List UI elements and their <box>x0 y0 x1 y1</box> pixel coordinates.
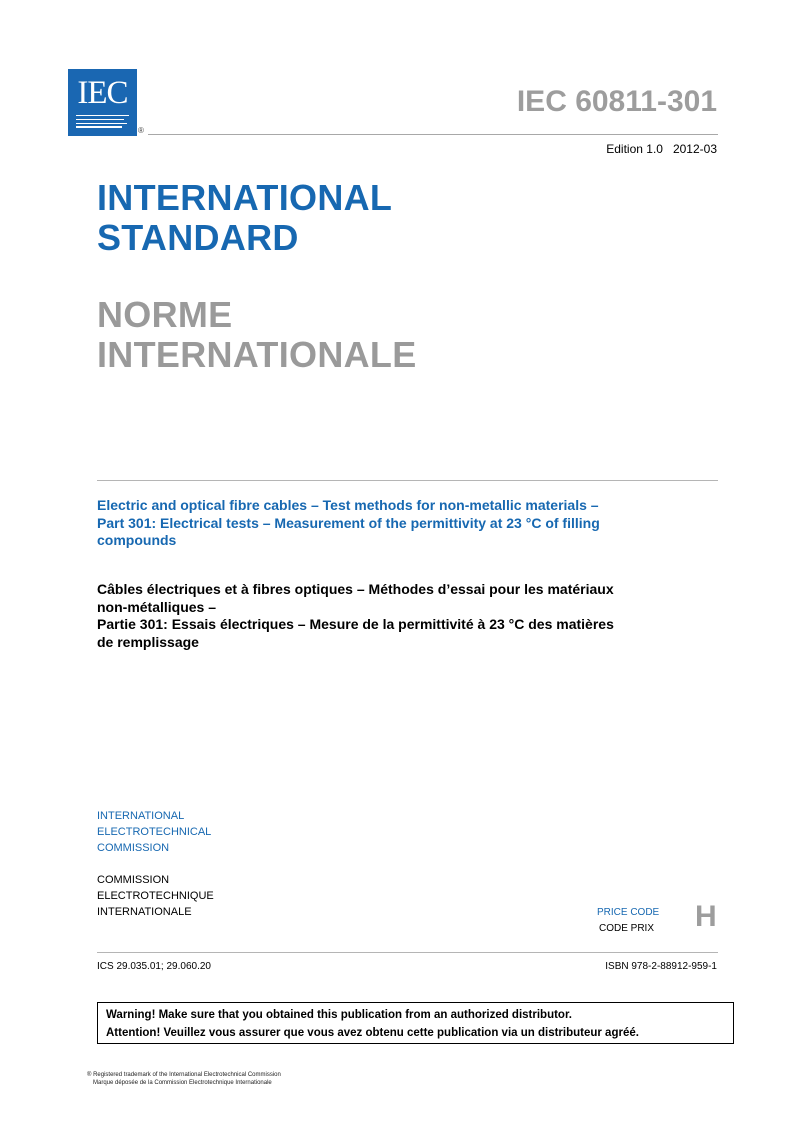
logo-lines <box>76 115 129 130</box>
price-code-label: PRICE CODE <box>597 907 660 918</box>
price-code-letter: H <box>695 900 717 933</box>
subtitle-english <box>97 497 718 550</box>
subtitle-french <box>97 581 718 651</box>
code-prix-label: CODE PRIX <box>599 923 655 934</box>
warning-english: Warning! Make sure that you obtained this publication from an authorized distributor. <box>106 1009 572 1021</box>
header-divider <box>148 134 718 135</box>
title-fr-line-2: INTERNATIONALE <box>97 334 417 375</box>
subtitle-fr-line-3: Partie 301: Essais électriques – Mesure de la permittivité à 23 °C des matières <box>97 616 614 632</box>
isbn-number: ISBN 978-2-88912-959-1 <box>605 961 717 972</box>
edition-info: Edition 1.0 2012-03 <box>606 142 717 156</box>
org-en-line-2: ELECTROTECHNICAL <box>97 826 212 838</box>
org-fr-line-1: COMMISSION <box>97 874 170 886</box>
org-en-line-1: INTERNATIONAL <box>97 810 185 822</box>
logo-text: IEC <box>77 75 128 111</box>
footer-divider <box>97 952 718 953</box>
subtitle-fr-line-2: non-métalliques – <box>97 598 217 615</box>
subtitle-fr-line-4: de remplissage <box>97 633 199 650</box>
iec-logo <box>68 69 137 136</box>
footnote-line-1: ® Registered trademark of the International Electrotechnical Commission <box>87 1072 281 1078</box>
title-english <box>97 178 392 258</box>
org-fr-line-2: ELECTROTECHNIQUE <box>97 890 214 902</box>
subtitle-fr-line-1: Câbles électriques et à fibres optiques – Méthodes d’essai pour les matériaux <box>97 581 614 597</box>
subtitle-en-line-1: Electric and optical fibre cables – Test methods for non-metallic materials – <box>97 497 599 513</box>
title-en-line-2: STANDARD <box>97 217 299 258</box>
subtitle-en-line-2: Part 301: Electrical tests – Measurement of the permittivity at 23 °C of filling <box>97 514 600 531</box>
subtitle-en-line-3: compounds <box>97 532 177 548</box>
org-fr-line-3: INTERNATIONALE <box>97 906 192 918</box>
document-number: IEC 60811-301 <box>516 85 717 118</box>
section-divider <box>97 480 718 481</box>
warning-box <box>97 1002 734 1044</box>
organization-english <box>97 808 211 856</box>
trademark-footnote <box>87 1072 281 1087</box>
ics-code: ICS 29.035.01; 29.060.20 <box>97 961 211 972</box>
title-fr-line-1: NORME <box>97 294 233 335</box>
warning-french: Attention! Veuillez vous assurer que vous avez obtenu cette publication via un distributeur agréé. <box>106 1027 639 1039</box>
title-en-line-1: INTERNATIONAL <box>97 177 393 218</box>
organization-french <box>97 872 214 920</box>
title-french <box>97 295 417 375</box>
registered-mark: ® <box>138 126 144 135</box>
org-en-line-3: COMMISSION <box>97 842 170 854</box>
footnote-line-2: Marque déposée de la Commission Electrotechnique Internationale <box>93 1079 272 1086</box>
